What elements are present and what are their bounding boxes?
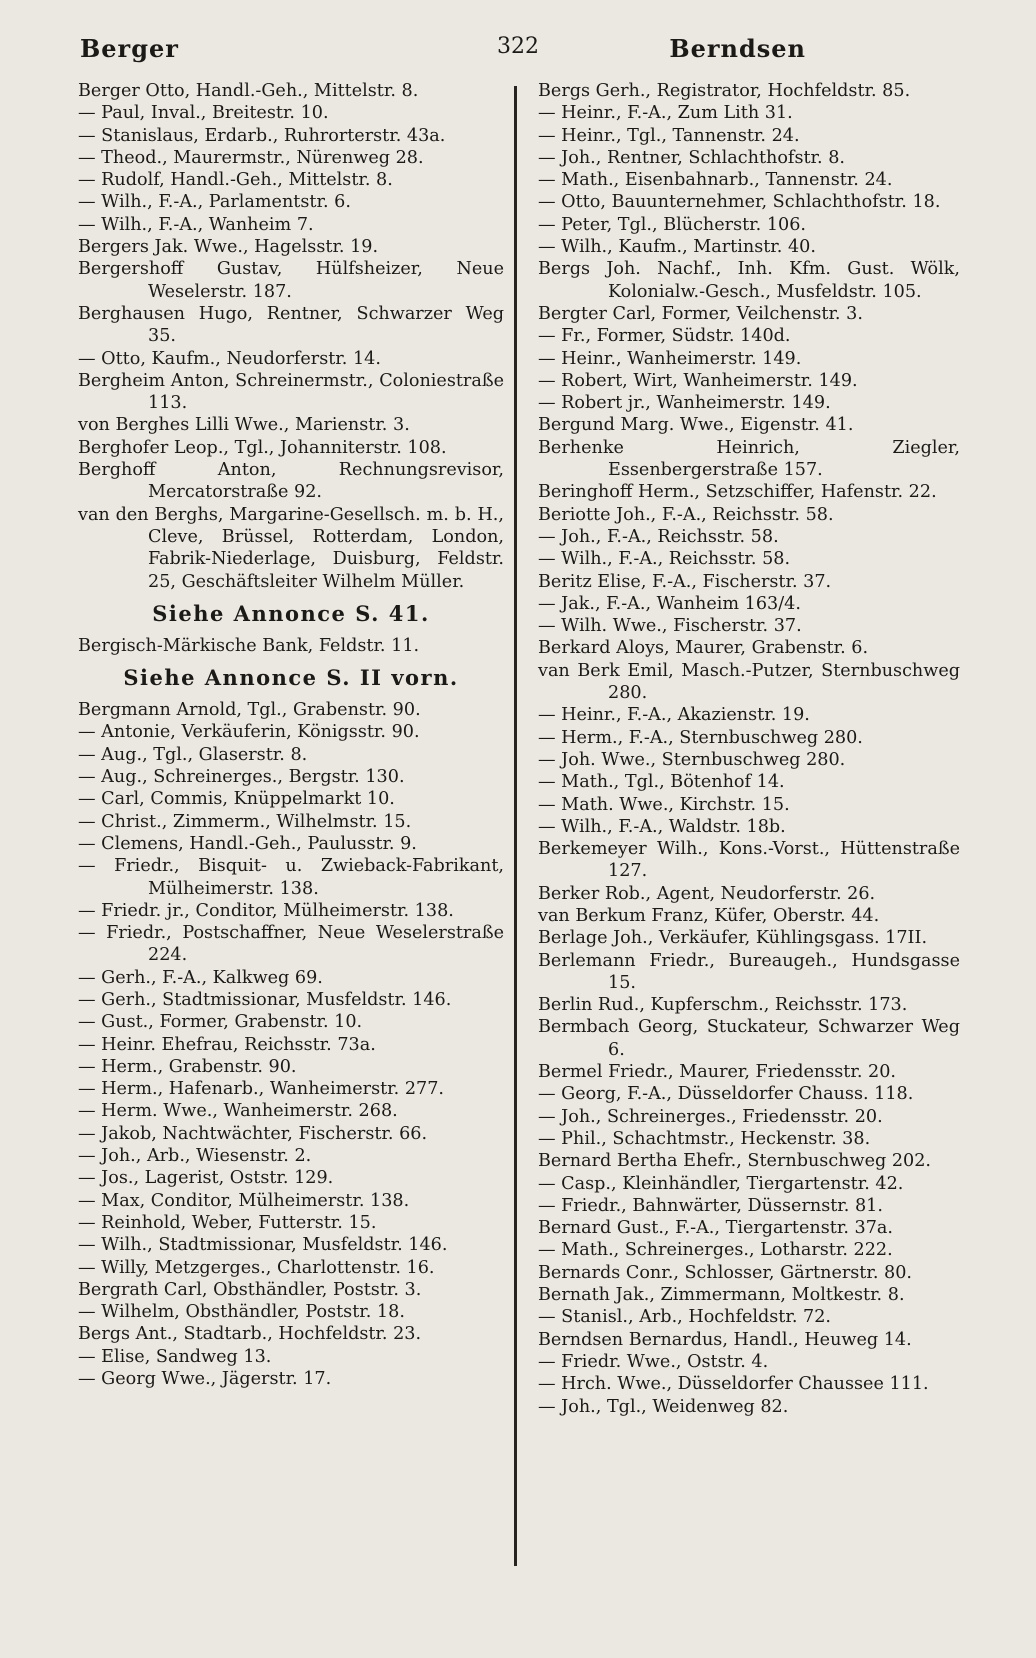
directory-entry: van Berk Emil, Masch.-Putzer, Sternbuschweg 280. [538, 660, 960, 704]
directory-entry: Bergmann Arnold, Tgl., Grabenstr. 90. [78, 700, 421, 721]
directory-entry: — Otto, Kaufm., Neudorferstr. 14. [78, 348, 381, 369]
directory-entry: — Hrch. Wwe., Düsseldorfer Chaussee 111. [538, 1374, 929, 1395]
directory-entry: Bermbach Georg, Stuckateur, Schwarzer Weg 6. [538, 1017, 960, 1060]
directory-entry: Bergund Marg. Wwe., Eigenstr. 41. [538, 415, 854, 436]
directory-entry: Berker Rob., Agent, Neudorferstr. 26. [538, 883, 876, 904]
directory-entry: — Wilh., Stadtmissionar, Musfeldstr. 146. [78, 1235, 448, 1256]
right-column [538, 80, 960, 1418]
header-right-keyword: Berndsen [669, 34, 806, 63]
directory-entry: Bergrath Carl, Obsthändler, Poststr. 3. [78, 1279, 422, 1300]
directory-entry: Bergers Jak. Wwe., Hagelsstr. 19. [78, 237, 379, 258]
directory-entry: Berghofer Leop., Tgl., Johanniterstr. 108. [78, 437, 447, 458]
directory-entry: — Willy, Metzgerges., Charlottenstr. 16. [78, 1257, 435, 1278]
directory-entry: — Stanisl., Arb., Hochfeldstr. 72. [538, 1307, 832, 1328]
directory-entry: — Otto, Bauunternehmer, Schlachthofstr. 18. [538, 192, 941, 213]
directory-entry: — Friedr. Wwe., Oststr. 4. [538, 1351, 769, 1372]
header-left-keyword: Berger [80, 34, 179, 63]
directory-entry: — Wilh., F.-A., Waldstr. 18b. [538, 816, 786, 837]
directory-entry: Bernards Conr., Schlosser, Gärtnerstr. 80. [538, 1262, 913, 1283]
directory-entry: — Fr., Former, Südstr. 140d. [538, 326, 791, 347]
section-spacer [78, 627, 504, 635]
directory-entry: — Elise, Sandweg 13. [78, 1346, 272, 1367]
directory-entry: — Heinr. Ehefrau, Reichsstr. 73a. [78, 1034, 376, 1055]
directory-entry: van Berkum Franz, Küfer, Oberstr. 44. [538, 905, 880, 926]
directory-entry: — Georg, F.-A., Düsseldorfer Chauss. 118. [538, 1084, 914, 1105]
directory-entry: — Herm., Grabenstr. 90. [78, 1056, 297, 1077]
directory-entry: — Jos., Lagerist, Oststr. 129. [78, 1168, 334, 1189]
directory-entry: — Wilh., F.-A., Parlamentstr. 6. [78, 192, 351, 213]
directory-entry: van den Berghs, Margarine-Gesellsch. m. b. H., Cleve, Brüssel, Rotterdam, London, Fabrik-Niederlage, Duisburg, Feldstr. 25, Geschäftsleiter Wilhelm Müller. [78, 504, 504, 592]
directory-entry: Bernard Gust., F.-A., Tiergartenstr. 37a. [538, 1218, 893, 1239]
directory-entry: — Friedr., Postschaffner, Neue Weselerstraße 224. [78, 923, 504, 966]
directory-entry: von Berghes Lilli Wwe., Marienstr. 3. [78, 415, 410, 436]
directory-entry: — Aug., Schreinerges., Bergstr. 130. [78, 767, 405, 788]
directory-entry: — Math., Eisenbahnarb., Tannenstr. 24. [538, 170, 893, 191]
directory-entry: — Robert, Wirt, Wanheimerstr. 149. [538, 370, 858, 391]
directory-entry: — Heinr., F.-A., Zum Lith 31. [538, 103, 793, 124]
section-spacer [78, 657, 504, 665]
directory-entry: — Joh., Schreinerges., Friedensstr. 20. [538, 1106, 883, 1127]
directory-entry: — Phil., Schachtmstr., Heckenstr. 38. [538, 1128, 871, 1149]
directory-entry: — Gerh., F.-A., Kalkweg 69. [78, 967, 323, 988]
directory-entry: — Herm., Hafenarb., Wanheimerstr. 277. [78, 1079, 445, 1100]
column-divider [514, 86, 517, 1566]
directory-entry: — Rudolf, Handl.-Geh., Mittelstr. 8. [78, 170, 393, 191]
directory-entry: — Math., Schreinerges., Lotharstr. 222. [538, 1240, 893, 1261]
directory-entry: Bergisch-Märkische Bank, Feldstr. 11. [78, 635, 420, 656]
section-spacer [78, 593, 504, 601]
directory-entry: Berhenke Heinrich, Ziegler, Essenbergerstraße 157. [538, 437, 960, 481]
directory-entry: — Robert jr., Wanheimerstr. 149. [538, 393, 831, 414]
directory-entry: Beriotte Joh., F.-A., Reichsstr. 58. [538, 504, 834, 525]
directory-entry: Bergheim Anton, Schreinermstr., Coloniestraße 113. [78, 370, 504, 414]
directory-entry: — Gust., Former, Grabenstr. 10. [78, 1012, 363, 1033]
left-column [78, 80, 504, 1390]
directory-entry: — Wilh., F.-A., Reichsstr. 58. [538, 549, 791, 570]
directory-entry: — Heinr., Tgl., Tannenstr. 24. [538, 125, 800, 146]
directory-entry: Bermel Friedr., Maurer, Friedensstr. 20. [538, 1062, 896, 1083]
directory-entry: Berlemann Friedr., Bureaugeh., Hundsgasse 15. [538, 950, 960, 993]
directory-entry: — Christ., Zimmerm., Wilhelmstr. 15. [78, 811, 412, 832]
directory-entry: — Herm., F.-A., Sternbuschweg 280. [538, 727, 863, 748]
directory-entry: — Wilh. Wwe., Fischerstr. 37. [538, 616, 802, 637]
directory-entry: — Joh., Rentner, Schlachthofstr. 8. [538, 147, 845, 168]
directory-entry: — Clemens, Handl.-Geh., Paulusstr. 9. [78, 833, 417, 854]
directory-entry: — Friedr., Bahnwärter, Düssernstr. 81. [538, 1195, 883, 1216]
directory-entry: Berghoff Anton, Rechnungsrevisor, Mercatorstraße 92. [78, 460, 504, 503]
page-number: 322 [497, 34, 539, 59]
directory-entry: — Math., Tgl., Bötenhof 14. [538, 772, 785, 793]
directory-entry: Beringhoff Herm., Setzschiffer, Hafenstr. 22. [538, 482, 937, 503]
directory-entry: — Peter, Tgl., Blücherstr. 106. [538, 214, 807, 235]
directory-entry: — Jak., F.-A., Wanheim 163/4. [538, 593, 801, 614]
directory-entry: — Stanislaus, Erdarb., Ruhrorterstr. 43a. [78, 125, 446, 146]
directory-entry: — Reinhold, Weber, Futterstr. 15. [78, 1212, 377, 1233]
directory-entry: Berger Otto, Handl.-Geh., Mittelstr. 8. [78, 81, 419, 101]
directory-entry: — Georg Wwe., Jägerstr. 17. [78, 1369, 332, 1390]
section-spacer [78, 691, 504, 699]
directory-entry: — Aug., Tgl., Glaserstr. 8. [78, 744, 308, 765]
directory-entry: Berkemeyer Wilh., Kons.-Vorst., Hüttenstraße 127. [538, 839, 960, 882]
directory-entry: — Heinr., Wanheimerstr. 149. [538, 348, 802, 369]
directory-entry: Berlin Rud., Kupferschm., Reichsstr. 173. [538, 995, 908, 1016]
directory-entry: Beritz Elise, F.-A., Fischerstr. 37. [538, 571, 832, 592]
directory-entry: — Theod., Maurermstr., Nürenweg 28. [78, 147, 424, 168]
advertisement-notice: Siehe Annonce S. 41. [152, 600, 430, 626]
directory-entry: — Herm. Wwe., Wanheimerstr. 268. [78, 1101, 398, 1122]
directory-entry: Berlage Joh., Verkäufer, Kühlingsgass. 17II. [538, 928, 928, 949]
directory-entry: — Wilhelm, Obsthändler, Poststr. 18. [78, 1302, 405, 1323]
directory-entry: — Joh., Arb., Wiesenstr. 2. [78, 1146, 312, 1167]
directory-entry: Berkard Aloys, Maurer, Grabenstr. 6. [538, 638, 869, 659]
directory-entry: Berghausen Hugo, Rentner, Schwarzer Weg 35. [78, 303, 504, 347]
directory-entry: — Joh., Tgl., Weidenweg 82. [538, 1396, 789, 1417]
directory-entry: — Paul, Inval., Breitestr. 10. [78, 103, 329, 124]
directory-entry: — Gerh., Stadtmissionar, Musfeldstr. 146. [78, 989, 452, 1010]
directory-entry: — Friedr., Bisquit- u. Zwieback-Fabrikant, Mülheimerstr. 138. [78, 856, 504, 899]
directory-entry: — Math. Wwe., Kirchstr. 15. [538, 794, 790, 815]
directory-entry: — Heinr., F.-A., Akazienstr. 19. [538, 705, 810, 726]
directory-entry: Bergs Gerh., Registrator, Hochfeldstr. 85. [538, 81, 911, 101]
page-header [0, 34, 1036, 74]
directory-entry: — Carl, Commis, Knüppelmarkt 10. [78, 789, 395, 810]
directory-entry: Bernath Jak., Zimmermann, Moltkestr. 8. [538, 1285, 905, 1306]
directory-entry: Bergershoff Gustav, Hülfsheizer, Neue Weselerstr. 187. [78, 259, 504, 302]
directory-entry: — Wilh., Kaufm., Martinstr. 40. [538, 237, 816, 258]
directory-entry: — Joh., F.-A., Reichsstr. 58. [538, 526, 779, 547]
directory-entry: Bernard Bertha Ehefr., Sternbuschweg 202. [538, 1151, 932, 1172]
directory-entry: — Antonie, Verkäuferin, Königsstr. 90. [78, 722, 420, 743]
advertisement-notice: Siehe Annonce S. II vorn. [123, 665, 459, 691]
directory-entry: — Friedr. jr., Conditor, Mülheimerstr. 138. [78, 900, 454, 921]
directory-entry: — Casp., Kleinhändler, Tiergartenstr. 42. [538, 1173, 904, 1194]
directory-entry: Berndsen Bernardus, Handl., Heuweg 14. [538, 1329, 912, 1350]
directory-entry: — Jakob, Nachtwächter, Fischerstr. 66. [78, 1123, 428, 1144]
directory-entry: Bergs Ant., Stadtarb., Hochfeldstr. 23. [78, 1324, 422, 1345]
directory-entry: Bergter Carl, Former, Veilchenstr. 3. [538, 303, 863, 324]
directory-entry: — Wilh., F.-A., Wanheim 7. [78, 214, 314, 235]
directory-entry: — Joh. Wwe., Sternbuschweg 280. [538, 749, 846, 770]
directory-entry: Bergs Joh. Nachf., Inh. Kfm. Gust. Wölk, Kolonialw.-Gesch., Musfeldstr. 105. [538, 259, 960, 302]
directory-entry: — Max, Conditor, Mülheimerstr. 138. [78, 1190, 410, 1211]
